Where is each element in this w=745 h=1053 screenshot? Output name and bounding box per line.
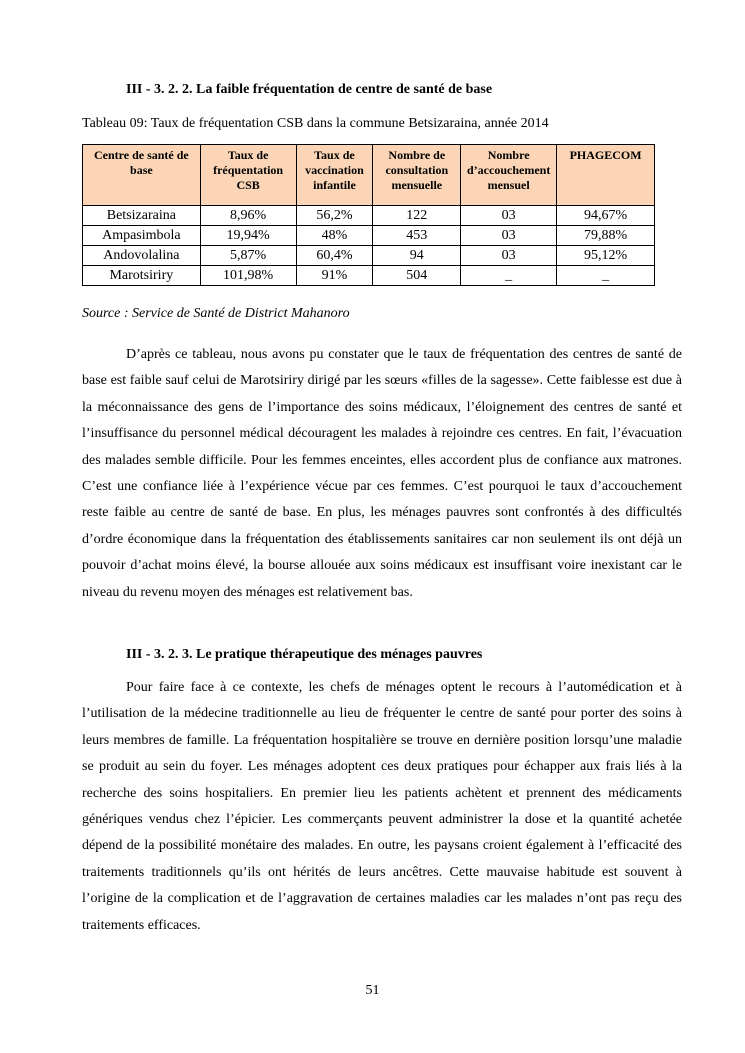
table-cell: 91% [296,266,373,286]
table-cell: 60,4% [296,246,373,266]
page-number: 51 [365,983,380,998]
body-paragraph: D’après ce tableau, nous avons pu constater que le taux de fréquentation des centres de santé de base est faible sauf celui de Marotsiriry dirigé par les sœurs «filles de la sagesse». Cette faiblesse est due à la méconnaissance des gens de l’importance des soins médicaux, l’éloignement des centres de santé et l’insuffisance du personnel médical découragent les malades à rejoindre ces centres. En fait, l’évacuation des malades semble difficile. Pour les femmes enceintes, elles accordent plus de confiance aux matrones. C’est une confiance liée à l’expérience vécue par ces femmes. C’est pourquoi le taux d’accouchement reste faible au centre de santé de base. En plus, les ménages pauvres sont confrontés à des difficultés d’ordre économique dans la fréquentation des établissements sanitaires car non seulement ils ont déjà un pouvoir d’achat moins élevé, la bourse allouée aux soins médicaux est insuffisant voire inexistant car le niveau du revenu moyen des ménages est relativement bas. [82,347,682,600]
header-cell: Centre de santé de base [83,145,201,206]
table-cell: _ [461,266,557,286]
table-cell: 453 [373,226,461,246]
table-cell: 03 [461,226,557,246]
table-cell: 504 [373,266,461,286]
table-cell: _ [557,266,655,286]
table-cell: 94 [373,246,461,266]
header-cell: PHAGECOM [557,145,655,206]
section-heading-3-2-2: III - 3. 2. 2. La faible fréquentation de centre de santé de base [126,82,493,97]
table-cell: Betsizaraina [83,206,201,226]
table-cell: 101,98% [200,266,296,286]
header-cell: Nombre de consultation mensuelle [373,145,461,206]
table-cell: 48% [296,226,373,246]
table-cell: 5,87% [200,246,296,266]
table-row [83,266,655,286]
frequentation-table [82,144,655,286]
table-caption: Tableau 09: Taux de fréquentation CSB dans la commune Betsizaraina, année 2014 [82,116,549,131]
table-cell: 56,2% [296,206,373,226]
table-cell: 19,94% [200,226,296,246]
table-cell: Ampasimbola [83,226,201,246]
header-cell: Taux de fréquentation CSB [200,145,296,206]
table-cell: 8,96% [200,206,296,226]
table-cell: 03 [461,206,557,226]
table-header-row [83,145,655,206]
table-row [83,226,655,246]
table-row [83,206,655,226]
table-cell: 95,12% [557,246,655,266]
table-source: Source : Service de Santé de District Mahanoro [82,306,350,321]
table-cell: Andovolalina [83,246,201,266]
table-cell: Marotsiriry [83,266,201,286]
header-cell: Taux de vaccination infantile [296,145,373,206]
table-cell: 03 [461,246,557,266]
table-cell: 79,88% [557,226,655,246]
header-cell: Nombre d’accouchement mensuel [461,145,557,206]
table-cell: 122 [373,206,461,226]
body-paragraph: Pour faire face à ce contexte, les chefs de ménages optent le recours à l’automédication et à l’utilisation de la médecine traditionnelle au lieu de fréquenter le centre de santé pour porter des soins à leurs membres de famille. La fréquentation hospitalière se trouve en dernière position lorsqu’une maladie se produit au sein du foyer. Les ménages adoptent ces deux pratiques pour échapper aux frais liés à la recherche des soins hospitaliers. En premier lieu les patients achètent et prennent des médicaments génériques vendus chez l’épicier. Les commerçants peuvent administrer la dose et la quantité achetée dépend de la possibilité monétaire des malades. En outre, les paysans croient également à l’efficacité des traitements traditionnels qu’ils ont hérités de leurs ancêtres. Cette mauvaise habitude est souvent à l’origine de la complication et de l’aggravation de certaines maladies car les malades n’ont pas reçu des traitements efficaces. [82,680,682,933]
table-cell: 94,67% [557,206,655,226]
table-row [83,246,655,266]
section-heading-3-2-3: III - 3. 2. 3. Le pratique thérapeutique des ménages pauvres [126,647,483,662]
